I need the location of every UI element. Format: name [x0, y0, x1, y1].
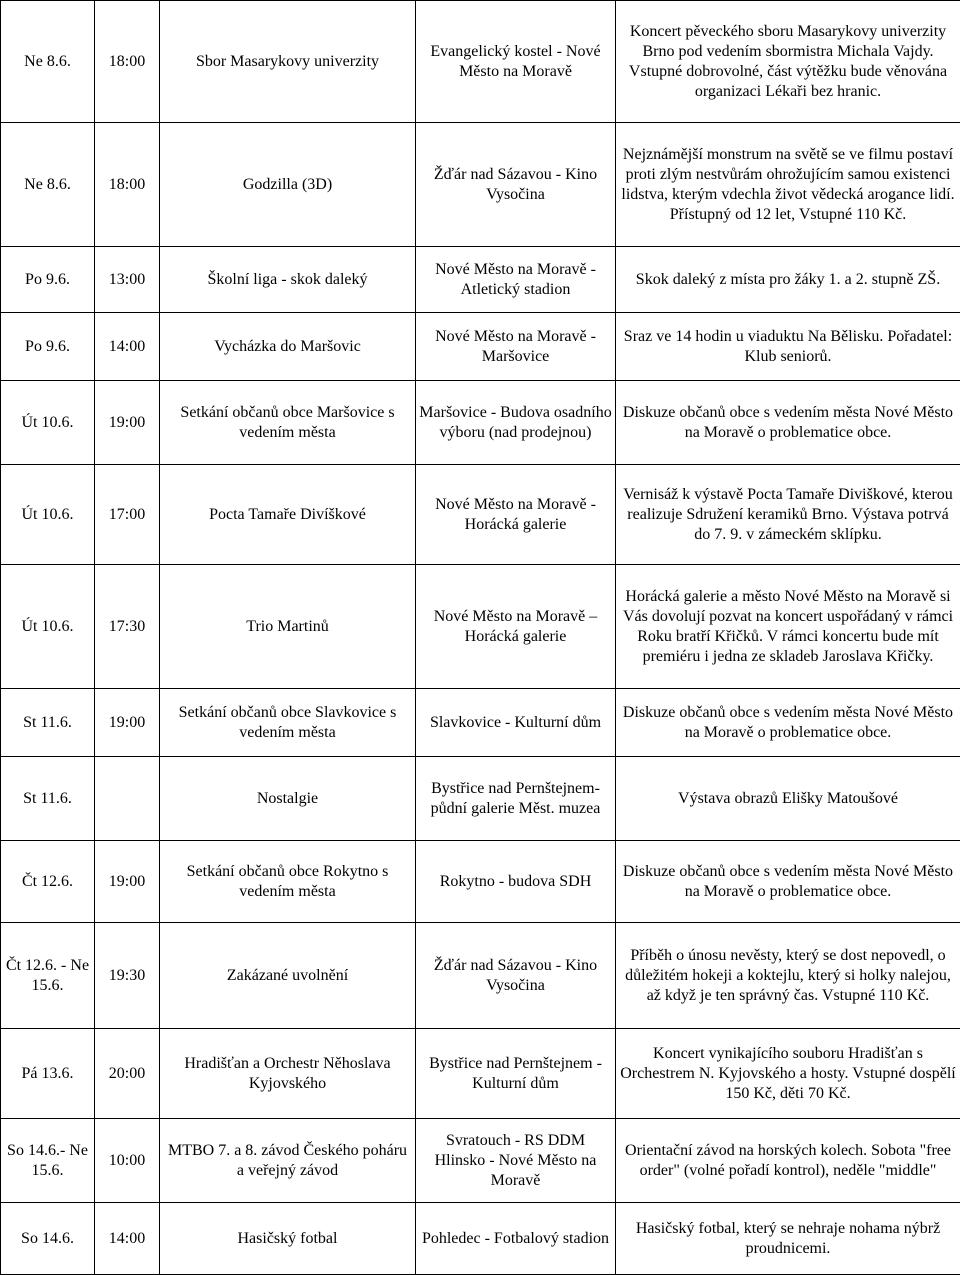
- event-time: 20:00: [95, 1029, 160, 1119]
- event-description: Diskuze občanů obce s vedením města Nové Město na Moravě o problematice obce.: [616, 381, 960, 465]
- event-place: Žďár nad Sázavou - Kino Vysočina: [416, 923, 616, 1029]
- event-row: [1, 1203, 960, 1275]
- event-time: 19:00: [95, 381, 160, 465]
- event-date: So 14.6.: [1, 1203, 95, 1275]
- event-time: 17:00: [95, 465, 160, 565]
- event-date: Út 10.6.: [1, 381, 95, 465]
- event-time: 14:00: [95, 313, 160, 381]
- event-date: Pá 13.6.: [1, 1029, 95, 1119]
- event-time: 19:00: [95, 841, 160, 923]
- event-row: [1, 757, 960, 841]
- event-title: Nostalgie: [160, 757, 416, 841]
- event-title: Školní liga - skok daleký: [160, 247, 416, 313]
- event-time: 14:00: [95, 1203, 160, 1275]
- event-time: 13:00: [95, 247, 160, 313]
- event-row: [1, 689, 960, 757]
- event-date: Po 9.6.: [1, 247, 95, 313]
- event-description: Skok daleký z místa pro žáky 1. a 2. stupně ZŠ.: [616, 247, 960, 313]
- event-description: Diskuze občanů obce s vedením města Nové Město na Moravě o problematice obce.: [616, 689, 960, 757]
- event-title: MTBO 7. a 8. závod Českého poháru a veřejný závod: [160, 1119, 416, 1203]
- event-row: [1, 1, 960, 123]
- event-date: St 11.6.: [1, 689, 95, 757]
- event-title: Godzilla (3D): [160, 123, 416, 247]
- event-description: Hasičský fotbal, který se nehraje nohama nýbrž proudnicemi.: [616, 1203, 960, 1275]
- event-place: Nové Město na Moravě – Horácká galerie: [416, 565, 616, 689]
- event-place: Nové Město na Moravě - Atletický stadion: [416, 247, 616, 313]
- event-description: Koncert pěveckého sboru Masarykovy univerzity Brno pod vedením sbormistra Michala Vajdy. Vstupné dobrovolné, část výtěžku bude věnována organizaci Lékaři bez hranic.: [616, 1, 960, 123]
- event-place: Žďár nad Sázavou - Kino Vysočina: [416, 123, 616, 247]
- event-description: Horácká galerie a město Nové Město na Moravě si Vás dovolují pozvat na koncert uspořádaný v rámci Roku bratří Křičků. V rámci koncertu bude mít premiéru i jedna ze skladeb Jaroslava Křičky.: [616, 565, 960, 689]
- event-row: [1, 923, 960, 1029]
- event-description: Vernisáž k výstavě Pocta Tamaře Diviškové, kterou realizuje Sdružení keramiků Brno. Výstava potrvá do 7. 9. v zámeckém sklípku.: [616, 465, 960, 565]
- event-title: Trio Martinů: [160, 565, 416, 689]
- event-description: Sraz ve 14 hodin u viaduktu Na Bělisku. Pořadatel: Klub seniorů.: [616, 313, 960, 381]
- event-row: [1, 247, 960, 313]
- event-place: Svratouch - RS DDM Hlinsko - Nové Město na Moravě: [416, 1119, 616, 1203]
- event-row: [1, 465, 960, 565]
- event-time: [95, 757, 160, 841]
- event-time: 18:00: [95, 123, 160, 247]
- event-description: Nejznámější monstrum na světě se ve filmu postaví proti zlým nestvůrám ohrožujícím samou existenci lidstva, kterým vdechla život vědecká arogance lidí. Přístupný od 12 let, Vstupné 110 Kč.: [616, 123, 960, 247]
- event-time: 17:30: [95, 565, 160, 689]
- event-place: Bystřice nad Pernštejnem - Kulturní dům: [416, 1029, 616, 1119]
- event-description: Orientační závod na horských kolech. Sobota "free order" (volné pořadí kontrol), neděle "middle": [616, 1119, 960, 1203]
- event-date: So 14.6.- Ne 15.6.: [1, 1119, 95, 1203]
- event-title: Zakázané uvolnění: [160, 923, 416, 1029]
- event-place: Pohledec - Fotbalový stadion: [416, 1203, 616, 1275]
- event-date: Út 10.6.: [1, 565, 95, 689]
- event-place: Rokytno - budova SDH: [416, 841, 616, 923]
- event-time: 18:00: [95, 1, 160, 123]
- event-date: Čt 12.6.: [1, 841, 95, 923]
- event-row: [1, 313, 960, 381]
- event-date: Po 9.6.: [1, 313, 95, 381]
- event-place: Maršovice - Budova osadního výboru (nad prodejnou): [416, 381, 616, 465]
- event-time: 10:00: [95, 1119, 160, 1203]
- event-row: [1, 1029, 960, 1119]
- event-description: Diskuze občanů obce s vedením města Nové Město na Moravě o problematice obce.: [616, 841, 960, 923]
- event-title: Hradišťan a Orchestr Něhoslava Kyjovského: [160, 1029, 416, 1119]
- event-place: Slavkovice - Kulturní dům: [416, 689, 616, 757]
- event-place: Nové Město na Moravě - Horácká galerie: [416, 465, 616, 565]
- event-row: [1, 841, 960, 923]
- event-time: 19:00: [95, 689, 160, 757]
- event-date: Ne 8.6.: [1, 1, 95, 123]
- event-row: [1, 565, 960, 689]
- event-description: Koncert vynikajícího souboru Hradišťan s Orchestrem N. Kyjovského a hosty. Vstupné dospělí 150 Kč, děti 70 Kč.: [616, 1029, 960, 1119]
- event-title: Sbor Masarykovy univerzity: [160, 1, 416, 123]
- event-title: Setkání občanů obce Rokytno s vedením města: [160, 841, 416, 923]
- event-title: Setkání občanů obce Maršovice s vedením města: [160, 381, 416, 465]
- event-place: Bystřice nad Pernštejnem-půdní galerie Měst. muzea: [416, 757, 616, 841]
- event-title: Vycházka do Maršovic: [160, 313, 416, 381]
- event-title: Pocta Tamaře Divíškové: [160, 465, 416, 565]
- event-date: Čt 12.6. - Ne 15.6.: [1, 923, 95, 1029]
- event-date: Út 10.6.: [1, 465, 95, 565]
- event-row: [1, 381, 960, 465]
- event-time: 19:30: [95, 923, 160, 1029]
- event-description: Příběh o únosu nevěsty, který se dost nepovedl, o důležitém hokeji a koktejlu, který si holky nalejou, až když je ten správný čas. Vstupné 110 Kč.: [616, 923, 960, 1029]
- event-place: Evangelický kostel - Nové Město na Moravě: [416, 1, 616, 123]
- event-date: Ne 8.6.: [1, 123, 95, 247]
- event-date: St 11.6.: [1, 757, 95, 841]
- event-title: Hasičský fotbal: [160, 1203, 416, 1275]
- event-row: [1, 123, 960, 247]
- event-place: Nové Město na Moravě - Maršovice: [416, 313, 616, 381]
- event-row: [1, 1119, 960, 1203]
- event-description: Výstava obrazů Elišky Matoušové: [616, 757, 960, 841]
- event-title: Setkání občanů obce Slavkovice s vedením města: [160, 689, 416, 757]
